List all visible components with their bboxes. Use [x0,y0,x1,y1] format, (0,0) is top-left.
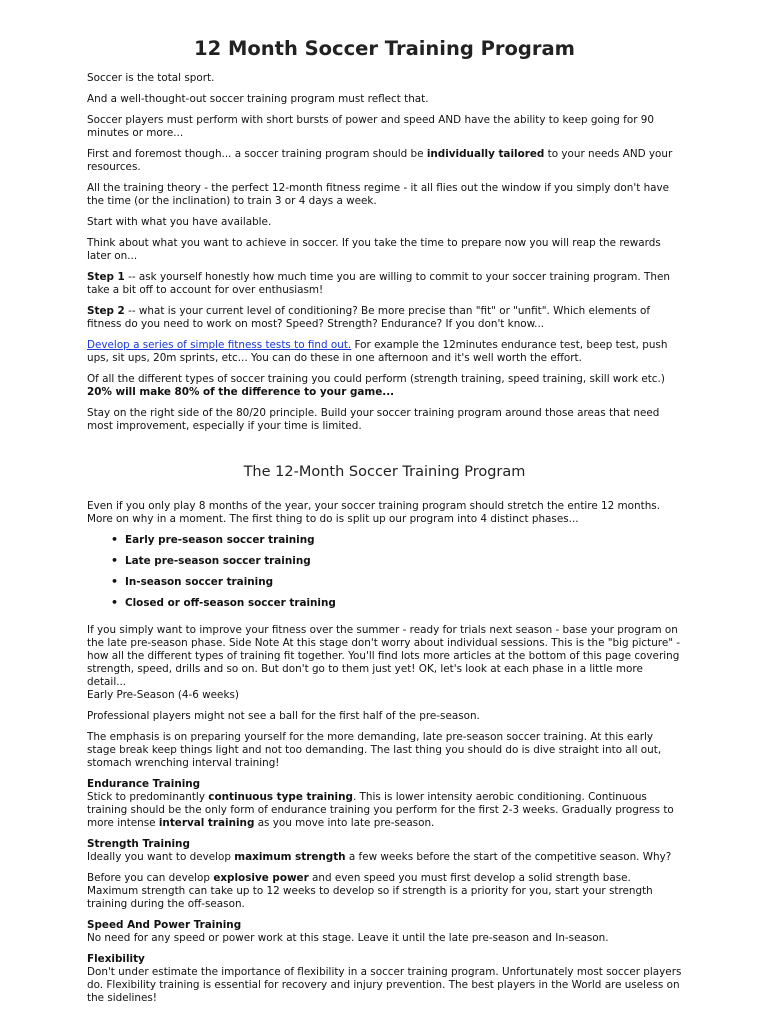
program-paragraph: Professional players might not see a ball for the first half of the pre-season. [87,710,480,722]
fitness-tests-link[interactable]: Develop a series of simple fitness tests to find out. [87,339,352,351]
bullet-icon: • [111,533,119,546]
program-paragraph: The emphasis is on preparing yourself for the more demanding, late pre-season soccer training. At this early stage break keep things light and not too demanding. The last thing you should do is dive straight into all out, stomach wrenching interval training! [87,731,662,769]
section-heading: Speed And Power Training [87,919,242,931]
phase-heading: Early Pre-Season (4-6 weeks) [87,689,239,701]
intro-paragraph: Think about what you want to achieve in soccer. If you take the time to prepare now you will reap the rewards later on... [87,237,661,262]
emphasis-text: 20% will make 80% of the difference to your game [87,386,383,398]
intro-paragraph: And a well-thought-out soccer training program must reflect that. [87,93,429,105]
list-item: • In-season soccer training [111,575,274,588]
section-subtitle: The 12-Month Soccer Training Program [243,464,526,480]
strength-section: Strength Training Ideally you want to develop maximum strength a few weeks before the start of the competitive season. Why? [87,838,682,864]
intro-paragraph: Soccer is the total sport. [87,72,215,84]
program-paragraph: If you simply want to improve your fitness over the summer - ready for trials next season - base your program on the late pre-season phase. Side Note At this stage don't worry about individual sessions. This is the "big picture" - how all the different types of training fit together. You'll find lots more articles at the bottom of this page covering strength, speed, drills and so on. But don't go to them just yet! OK, let's look at each phase in a little more detail... Early Pre-Season (4-6 weeks) [87,624,681,701]
section-heading: Flexibility [87,953,145,965]
step-2-paragraph: Step 2 -- what is your current level of conditioning? Be more precise than "fit" or "unfit". Which elements of fitness do you need to work on most? Speed? Strength? Endurance? If you don't know... [87,305,651,330]
page-title: 12 Month Soccer Training Program [194,37,575,60]
list-item: • Closed or off-season soccer training [111,596,336,609]
section-heading: Strength Training [87,838,190,850]
bullet-icon: • [111,554,119,567]
step-1-paragraph: Step 1 -- ask yourself honestly how much time you are willing to commit to your soccer training program. Then take a bit off to account for over enthusiasm! [87,271,670,296]
bullet-icon: • [111,575,119,588]
intro-paragraph: Start with what you have available. [87,216,272,228]
intro-paragraph: Soccer players must perform with short bursts of power and speed AND have the ability to keep going for 90 minutes or more... [87,114,654,139]
intro-paragraph: All the training theory - the perfect 12-month fitness regime - it all flies out the window if you simply don't have the time (or the inclination) to train 3 or 4 days a week. [87,182,670,207]
section-heading: Endurance Training [87,778,201,790]
bullet-icon: • [111,596,119,609]
flexibility-section: Flexibility Don't under estimate the importance of flexibility in a soccer training program. Unfortunately most soccer players do. Flexibility training is essential for recovery and injury prevention. The best players in the World are useless on the sidelines! [87,953,682,1004]
step-1-label: Step 1 [87,271,125,283]
emphasis-text: individually tailored [426,148,545,160]
phase-list [87,534,682,618]
strength-paragraph: Before you can develop explosive power and even speed you must first develop a solid strength base. Maximum strength can take up to 12 weeks to develop so if strength is a priority for you, start your strength training during the off-season. [87,872,653,910]
list-item: • Late pre-season soccer training [111,554,311,567]
intro-paragraph: First and foremost though... a soccer training program should be individually tailored to your needs AND your resources. [87,148,673,173]
program-paragraph: Even if you only play 8 months of the year, your soccer training program should stretch the entire 12 months. More on why in a moment. The first thing to do is split up our program into 4 distinct phases... [87,500,661,525]
intro-paragraph: Of all the different types of soccer training you could perform (strength training, speed training, skill work etc.) 20% will make 80% of the difference to your game... [87,373,665,398]
endurance-section: Endurance Training Stick to predominantly continuous type training. This is lower intensity aerobic conditioning. Continuous training should be the only form of endurance training you perform for the first 2-3 weeks. Gradually progress to more intense interval training as you move into late pre-season. [87,778,682,830]
speed-section: Speed And Power Training No need for any speed or power work at this stage. Leave it until the late pre-season and In-season. [87,919,682,945]
list-item: • Early pre-season soccer training [111,533,315,546]
intro-paragraph: Stay on the right side of the 80/20 principle. Build your soccer training program around those areas that need most improvement, especially if your time is limited. [87,407,660,432]
step-2-label: Step 2 [87,305,125,317]
fitness-tests-paragraph: Develop a series of simple fitness tests to find out. For example the 12minutes endurance test, beep test, push ups, sit ups, 20m sprints, etc... You can do these in one afternoon and it's well worth the effort. [87,339,668,364]
